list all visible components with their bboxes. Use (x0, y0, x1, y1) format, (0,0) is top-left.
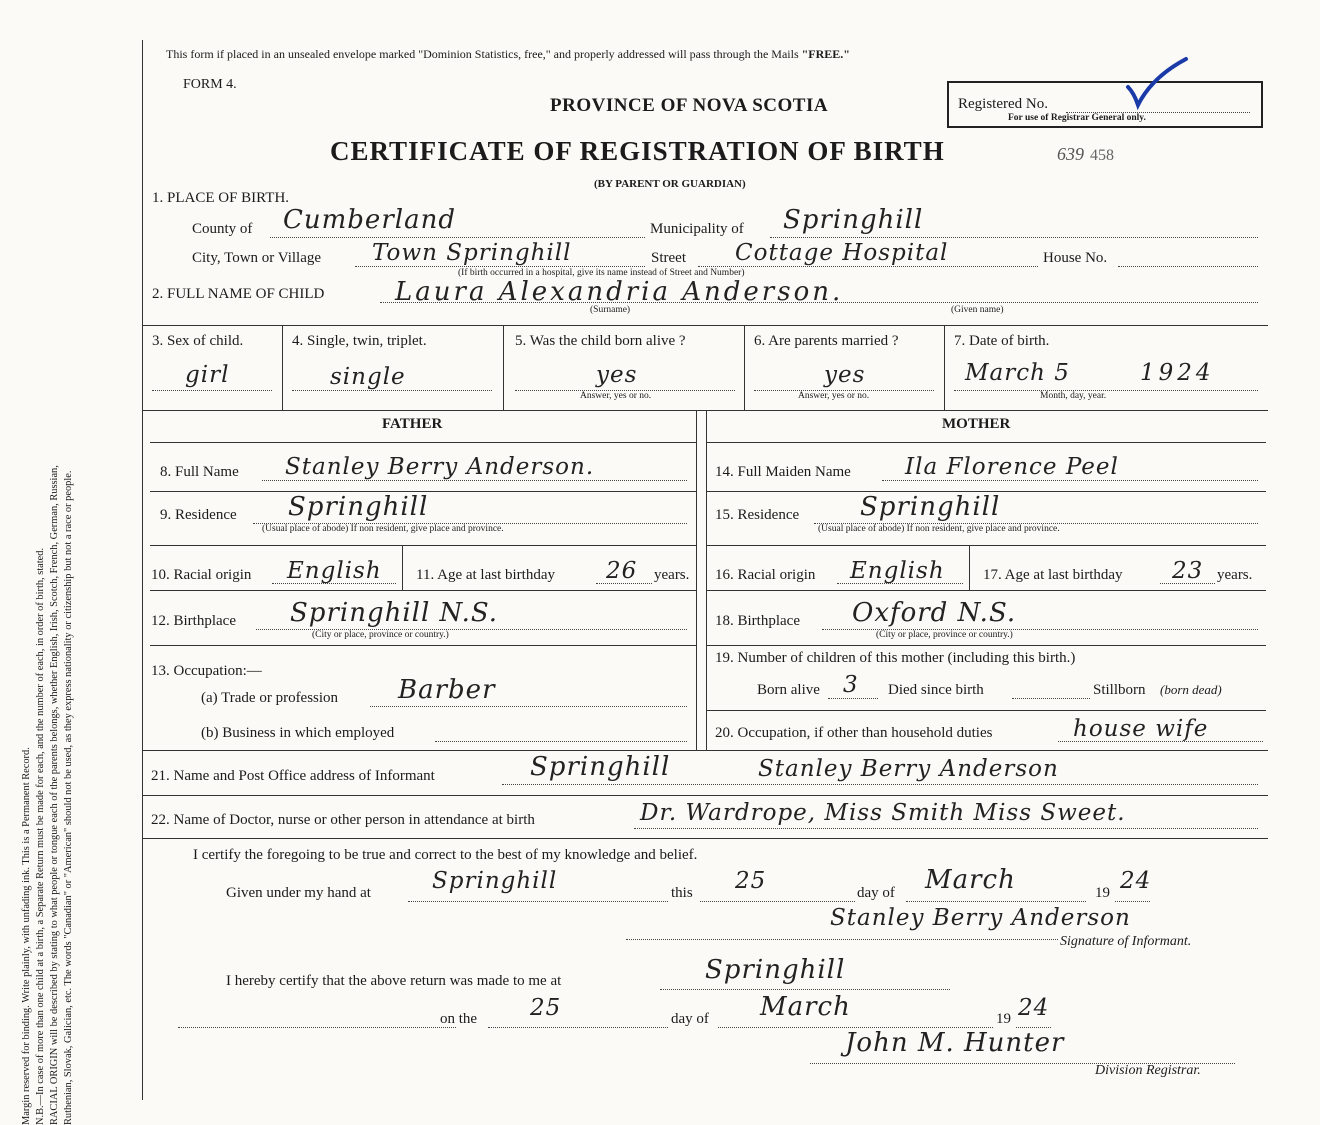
father-age-label: 11. Age at last birthday (416, 567, 555, 583)
city-label: City, Town or Village (192, 250, 322, 266)
street-dots (698, 266, 1038, 267)
father-occupation-label: 13. Occupation:— (151, 663, 262, 679)
margin-note-1: Margin reserved for binding. Write plainly, with unfading ink. This is a Permanent Record. (21, 747, 32, 1125)
dob-month-day: March 5 (965, 360, 1070, 386)
mother-name-value: Ila Florence Peel (905, 454, 1119, 480)
mother-age-divider (969, 545, 970, 590)
row-divider (143, 795, 1268, 796)
province-heading: PROVINCE OF NOVA SCOTIA (550, 95, 829, 116)
county-value: Cumberland (283, 205, 456, 235)
mother-birthplace-label: 18. Birthplace (715, 613, 800, 629)
mother-birthplace-value: Oxford N.S. (852, 598, 1017, 628)
checkmark-icon (1122, 55, 1192, 115)
mother-age-label: 17. Age at last birthday (983, 567, 1123, 583)
father-business-label: (b) Business in which employed (201, 725, 395, 741)
father-business-dots (435, 741, 687, 742)
informant-signature: Stanley Berry Anderson (830, 905, 1131, 931)
surname-note: (Surname) (590, 305, 631, 315)
street-label: Street (651, 250, 686, 266)
page-title: CERTIFICATE OF REGISTRATION OF BIRTH (330, 136, 945, 166)
father-birthplace-label: 12. Birthplace (151, 613, 236, 629)
margin-note-3: RACIAL ORIGIN will be described by stating to what people or tongue each of the parents belongs, whether English, Irish, Scotch, French, German, Russian, (49, 465, 60, 1125)
margin-instructions (20, 45, 110, 1125)
dob-year: 1924 (1140, 360, 1215, 386)
married-label: 6. Are parents married ? (754, 333, 899, 349)
registrar-day-dots (488, 1027, 668, 1028)
given-month-dots (906, 901, 1086, 902)
father-racial-label: 10. Racial origin (151, 567, 252, 583)
sex-label: 3. Sex of child. (152, 333, 244, 349)
stillborn-label: Stillborn (1093, 682, 1146, 698)
county-dots (270, 237, 645, 238)
house-dots (1118, 266, 1258, 267)
given-year-prefix: 19 (1095, 885, 1110, 901)
municipality-value: Springhill (783, 205, 924, 235)
sex-value: girl (185, 362, 230, 388)
dob-note: Month, day, year. (1040, 391, 1107, 401)
attendant-label: 22. Name of Doctor, nurse or other person in attendance at birth (151, 812, 535, 828)
plurality-label: 4. Single, twin, triplet. (292, 333, 427, 349)
page-subtitle: (BY PARENT OR GUARDIAN) (594, 178, 746, 190)
born-alive-value: 3 (843, 672, 859, 698)
father-name-dots (262, 480, 687, 481)
father-residence-label: 9. Residence (160, 507, 237, 523)
col-divider-1 (282, 325, 283, 410)
mother-racial-value: English (850, 558, 945, 584)
given-day-dots (700, 901, 855, 902)
stillborn-note: (born dead) (1160, 682, 1222, 697)
alive-answer-note: Answer, yes or no. (580, 391, 652, 401)
form-left-border (142, 40, 143, 1100)
registered-no-label: Registered No. (958, 96, 1048, 112)
registrar-day-of-label: day of (671, 1011, 709, 1027)
stamp-number: 458 (1090, 147, 1114, 164)
father-birthplace-note: (City or place, province or country.) (312, 630, 449, 640)
given-place-dots (408, 901, 668, 902)
municipality-dots (770, 237, 1258, 238)
died-since-birth-dots (1012, 698, 1090, 699)
col-divider-4 (944, 325, 945, 410)
margin-note-2: N.B.—In case of more than one child at a birth, a Separate Return must be made for each, and the number of each, in order of birth, stated. (35, 547, 46, 1125)
plurality-dots (292, 390, 492, 391)
given-year-dots (1115, 901, 1150, 902)
given-name-note: (Given name) (951, 305, 1004, 315)
place-of-birth-label: 1. PLACE OF BIRTH. (152, 190, 290, 206)
dob-label: 7. Date of birth. (954, 333, 1050, 349)
street-value: Cottage Hospital (735, 240, 949, 266)
parent-column-divider-2 (706, 410, 707, 750)
father-age-value: 26 (606, 558, 638, 584)
mother-residence-value: Springhill (860, 492, 1001, 522)
sex-dots (152, 390, 272, 391)
mother-residence-note: (Usual place of abode) If non resident, give place and province. (818, 524, 1060, 534)
registrar-statement: I hereby certify that the above return was made to me at (226, 973, 562, 989)
mother-racial-label: 16. Racial origin (715, 567, 816, 583)
signature-informant-label: Signature of Informant. (1060, 934, 1192, 949)
father-racial-value: English (287, 558, 382, 584)
row-divider (143, 838, 1268, 839)
child-name-label: 2. FULL NAME OF CHILD (152, 286, 325, 302)
col-divider-2 (503, 325, 504, 410)
given-month-value: March (925, 865, 1016, 895)
parent-column-divider (696, 410, 697, 750)
married-value: yes (824, 362, 866, 388)
child-name-value: Laura Alexandria Anderson. (395, 277, 844, 307)
mother-children-label: 19. Number of children of this mother (including this birth.) (715, 650, 1076, 666)
registrar-year-value: 24 (1018, 995, 1050, 1021)
born-alive-dots (828, 698, 878, 699)
father-heading: FATHER (382, 416, 443, 432)
registrar-place-dots (660, 989, 950, 990)
informant-dots (502, 784, 1258, 785)
mother-age-value: 23 (1172, 558, 1204, 584)
given-year-value: 24 (1120, 868, 1152, 894)
father-trade-value: Barber (398, 675, 496, 705)
day-of-label: day of (857, 885, 895, 901)
county-label: County of (192, 221, 253, 237)
father-trade-dots (370, 706, 687, 707)
registration-number: 639 (1057, 144, 1084, 164)
registrar-signature: John M. Hunter (845, 1028, 1065, 1058)
given-under-hand-label: Given under my hand at (226, 885, 371, 901)
father-heading-rule (150, 442, 696, 443)
postal-note: This form if placed in an unsealed envelope marked "Dominion Statistics, free," and properly addressed will pass through the Mails "FREE." (166, 47, 850, 61)
father-name-label: 8. Full Name (160, 464, 239, 480)
this-label: this (671, 885, 693, 901)
father-row-rule (150, 645, 696, 646)
father-trade-label: (a) Trade or profession (201, 690, 339, 706)
mother-row-rule (706, 645, 1266, 646)
registrar-month-value: March (760, 992, 851, 1022)
born-alive-label: Born alive (757, 682, 820, 698)
on-the-label: on the (440, 1011, 478, 1027)
given-place-value: Springhill (432, 868, 558, 894)
mother-name-dots (882, 480, 1258, 481)
registrar-place-value: Springhill (705, 955, 846, 985)
father-residence-note: (Usual place of abode) If non resident, give place and province. (262, 524, 504, 534)
registrar-year-prefix: 19 (996, 1011, 1011, 1027)
mother-name-label: 14. Full Maiden Name (715, 464, 851, 480)
attendant-dots (634, 828, 1258, 829)
father-residence-value: Springhill (288, 492, 429, 522)
married-answer-note: Answer, yes or no. (798, 391, 870, 401)
father-row-rule (150, 590, 696, 591)
row-divider (143, 750, 1268, 751)
col-divider-3 (744, 325, 745, 410)
given-day-value: 25 (735, 868, 767, 894)
row-divider (143, 325, 1268, 326)
mother-row-rule (706, 545, 1266, 546)
informant-address-value: Springhill (530, 752, 671, 782)
attendant-value: Dr. Wardrope, Miss Smith Miss Sweet. (640, 800, 1126, 826)
father-name-value: Stanley Berry Anderson. (285, 454, 595, 480)
registrar-lead-dots (178, 1027, 456, 1028)
father-age-divider (402, 545, 403, 590)
died-since-birth-label: Died since birth (888, 682, 984, 698)
margin-note-4: Ruthenian, Slovak, Galician, etc. The words "Canadian" or "American" should not be used, as they express nationality or citizenship but not a race or people. (63, 470, 74, 1125)
father-years-label: years. (654, 567, 690, 583)
mother-occupation-label: 20. Occupation, if other than household duties (715, 725, 993, 741)
father-birthplace-value: Springhill N.S. (290, 598, 499, 628)
municipality-label: Municipality of (650, 221, 744, 237)
father-row-rule (150, 545, 696, 546)
informant-signature-dots (626, 939, 1058, 940)
mother-heading: MOTHER (942, 416, 1011, 432)
hospital-note: (If birth occurred in a hospital, give its name instead of Street and Number) (458, 268, 745, 278)
alive-label: 5. Was the child born alive ? (515, 333, 686, 349)
mother-years-label: years. (1217, 567, 1253, 583)
certification-statement: I certify the foregoing to be true and correct to the best of my knowledge and belief. (193, 847, 698, 863)
city-value: Town Springhill (372, 240, 572, 266)
informant-name-value: Stanley Berry Anderson (758, 756, 1059, 782)
mother-row-rule (706, 710, 1266, 711)
registrar-day-value: 25 (530, 995, 562, 1021)
mother-heading-rule (706, 442, 1266, 443)
alive-value: yes (596, 362, 638, 388)
mother-residence-label: 15. Residence (715, 507, 800, 523)
mother-occupation-value: house wife (1073, 716, 1209, 742)
mother-row-rule (706, 590, 1266, 591)
city-dots (355, 266, 645, 267)
form-number: FORM 4. (183, 77, 237, 92)
plurality-value: single (330, 364, 406, 390)
house-label: House No. (1043, 250, 1108, 266)
informant-label: 21. Name and Post Office address of Informant (151, 768, 435, 784)
registered-no-note: For use of Registrar General only. (1008, 113, 1146, 123)
mother-birthplace-note: (City or place, province or country.) (876, 630, 1013, 640)
division-registrar-label: Division Registrar. (1095, 1063, 1201, 1078)
